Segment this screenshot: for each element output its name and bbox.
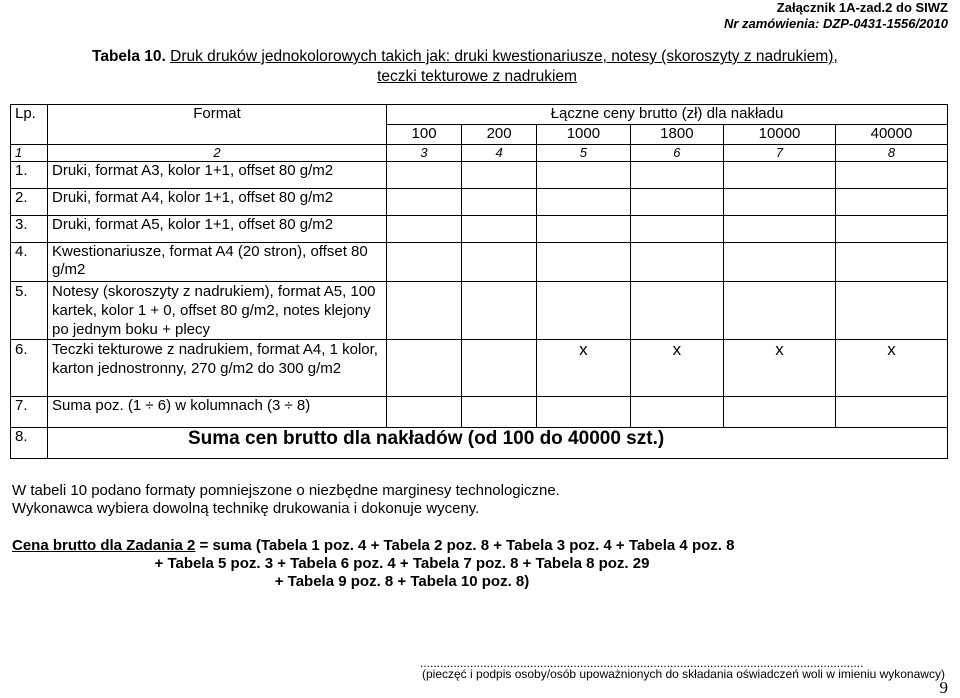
price-cell[interactable] xyxy=(630,162,723,189)
document-header xyxy=(724,0,948,32)
row-lp: 1. xyxy=(11,162,48,189)
col-number: 2 xyxy=(48,145,387,162)
table-title-line1: Druk druków jednokolorowych takich jak: druki kwestionariusze, notesy (skoroszyty z nadrukiem), xyxy=(170,48,838,65)
row-format: Druki, format A5, kolor 1+1, offset 80 g/m2 xyxy=(48,216,387,243)
price-cell[interactable] xyxy=(387,243,462,282)
price-cell[interactable] xyxy=(462,243,537,282)
summary-formula: + Tabela 9 poz. 8 + Tabela 10 poz. 8) xyxy=(274,573,530,590)
col-number: 3 xyxy=(387,145,462,162)
quantity-cell: 1000 xyxy=(537,125,630,145)
table-title-line2: teczki tekturowe z nadrukiem xyxy=(377,68,577,85)
price-cell[interactable] xyxy=(387,189,462,216)
table-row xyxy=(11,282,948,340)
price-cell[interactable] xyxy=(537,162,630,189)
signature-line: ..................................................................................................................................... xyxy=(420,656,864,670)
price-cell[interactable] xyxy=(462,282,537,340)
table-row xyxy=(11,243,948,282)
x-mark: x xyxy=(630,340,723,397)
price-cell[interactable] xyxy=(387,282,462,340)
header-lp: Lp. xyxy=(11,105,48,145)
table-label: Tabela 10. xyxy=(92,48,166,65)
price-cell[interactable] xyxy=(387,397,462,428)
price-cell[interactable] xyxy=(537,282,630,340)
summary-formula: = suma (Tabela 1 poz. 4 + Tabela 2 poz. 8 + Tabela 3 poz. 4 + Tabela 4 poz. 8 xyxy=(195,537,735,554)
price-cell[interactable] xyxy=(387,216,462,243)
column-number-row xyxy=(11,145,948,162)
price-cell[interactable] xyxy=(835,216,947,243)
col-number: 8 xyxy=(835,145,947,162)
summary-formula: + Tabela 5 poz. 3 + Tabela 6 poz. 4 + Tabela 7 poz. 8 + Tabela 8 poz. 29 xyxy=(154,555,650,572)
row-lp: 6. xyxy=(11,340,48,397)
table-row xyxy=(11,397,948,428)
summary-label: Cena brutto dla Zadania 2 xyxy=(12,537,196,554)
quantity-cell: 100 xyxy=(387,125,462,145)
page-number: 9 xyxy=(939,678,948,697)
price-cell[interactable] xyxy=(630,189,723,216)
price-cell[interactable] xyxy=(537,216,630,243)
col-number: 1 xyxy=(11,145,48,162)
price-cell[interactable] xyxy=(835,397,947,428)
row-lp: 3. xyxy=(11,216,48,243)
notes xyxy=(12,482,560,518)
price-cell[interactable] xyxy=(724,189,836,216)
row-format: Kwestionariusze, format A4 (20 stron), offset 80 g/m2 xyxy=(48,243,387,282)
price-cell[interactable] xyxy=(537,397,630,428)
row-format: Notesy (skoroszyty z nadrukiem), format A5, 100 kartek, kolor 1 + 0, offset 80 g/m2, notes klejony po jednym boku + plecy xyxy=(48,282,387,340)
price-cell[interactable] xyxy=(387,162,462,189)
price-cell[interactable] xyxy=(462,397,537,428)
price-cell[interactable] xyxy=(835,282,947,340)
col-number: 7 xyxy=(724,145,836,162)
row-format: Druki, format A4, kolor 1+1, offset 80 g/m2 xyxy=(48,189,387,216)
header-prices: Łączne ceny brutto (zł) dla nakładu xyxy=(387,105,948,125)
price-cell[interactable] xyxy=(724,162,836,189)
note-line: Wykonawca wybiera dowolną technikę drukowania i dokonuje wyceny. xyxy=(12,500,480,517)
note-line: W tabeli 10 podano formaty pomniejszone o niezbędne marginesy technologiczne. xyxy=(12,482,560,499)
price-cell[interactable] xyxy=(462,162,537,189)
price-summary xyxy=(12,537,792,591)
price-cell[interactable] xyxy=(537,189,630,216)
price-cell[interactable] xyxy=(724,243,836,282)
table-row xyxy=(11,216,948,243)
row-lp: 5. xyxy=(11,282,48,340)
price-cell[interactable] xyxy=(724,282,836,340)
x-mark: x xyxy=(724,340,836,397)
row-format: Suma poz. (1 ÷ 6) w kolumnach (3 ÷ 8) xyxy=(48,397,387,428)
table-row xyxy=(11,340,948,397)
col-number: 4 xyxy=(462,145,537,162)
signature-caption: (pieczęć i podpis osoby/osób upoważnionych do składania oświadczeń woli w imieniu wykonawcy) xyxy=(422,667,945,681)
quantity-cell: 40000 xyxy=(835,125,947,145)
price-cell[interactable] xyxy=(462,216,537,243)
price-cell[interactable] xyxy=(630,243,723,282)
price-cell[interactable] xyxy=(537,243,630,282)
price-cell[interactable] xyxy=(387,340,462,397)
price-cell[interactable] xyxy=(835,189,947,216)
x-mark: x xyxy=(835,340,947,397)
attachment-label: Załącznik 1A-zad.2 do SIWZ xyxy=(776,0,948,15)
price-table xyxy=(10,104,948,459)
quantity-cell: 200 xyxy=(462,125,537,145)
grand-total-label[interactable]: Suma cen brutto dla nakładów (od 100 do 40000 szt.) xyxy=(48,428,948,459)
col-number: 6 xyxy=(630,145,723,162)
row-lp: 7. xyxy=(11,397,48,428)
row-lp: 2. xyxy=(11,189,48,216)
row-lp: 4. xyxy=(11,243,48,282)
price-cell[interactable] xyxy=(835,243,947,282)
col-number: 5 xyxy=(537,145,630,162)
header-format: Format xyxy=(48,105,387,145)
price-cell[interactable] xyxy=(835,162,947,189)
row-lp: 8. xyxy=(11,428,48,459)
quantity-cell: 1800 xyxy=(630,125,723,145)
x-mark: x xyxy=(537,340,630,397)
row-format: Druki, format A3, kolor 1+1, offset 80 g/m2 xyxy=(48,162,387,189)
table-row xyxy=(11,189,948,216)
row-format: Teczki tekturowe z nadrukiem, format A4, 1 kolor, karton jednostronny, 270 g/m2 do 300 g/m2 xyxy=(48,340,387,397)
price-cell[interactable] xyxy=(724,397,836,428)
price-cell[interactable] xyxy=(462,340,537,397)
order-number: Nr zamówienia: DZP-0431-1556/2010 xyxy=(724,16,948,31)
quantity-cell: 10000 xyxy=(724,125,836,145)
table-row xyxy=(11,162,948,189)
price-cell[interactable] xyxy=(630,397,723,428)
price-cell[interactable] xyxy=(724,216,836,243)
price-cell[interactable] xyxy=(630,216,723,243)
price-cell[interactable] xyxy=(630,282,723,340)
grand-total-row xyxy=(11,428,948,459)
price-cell[interactable] xyxy=(462,189,537,216)
table-header-row xyxy=(11,105,948,125)
table-title xyxy=(92,47,872,87)
